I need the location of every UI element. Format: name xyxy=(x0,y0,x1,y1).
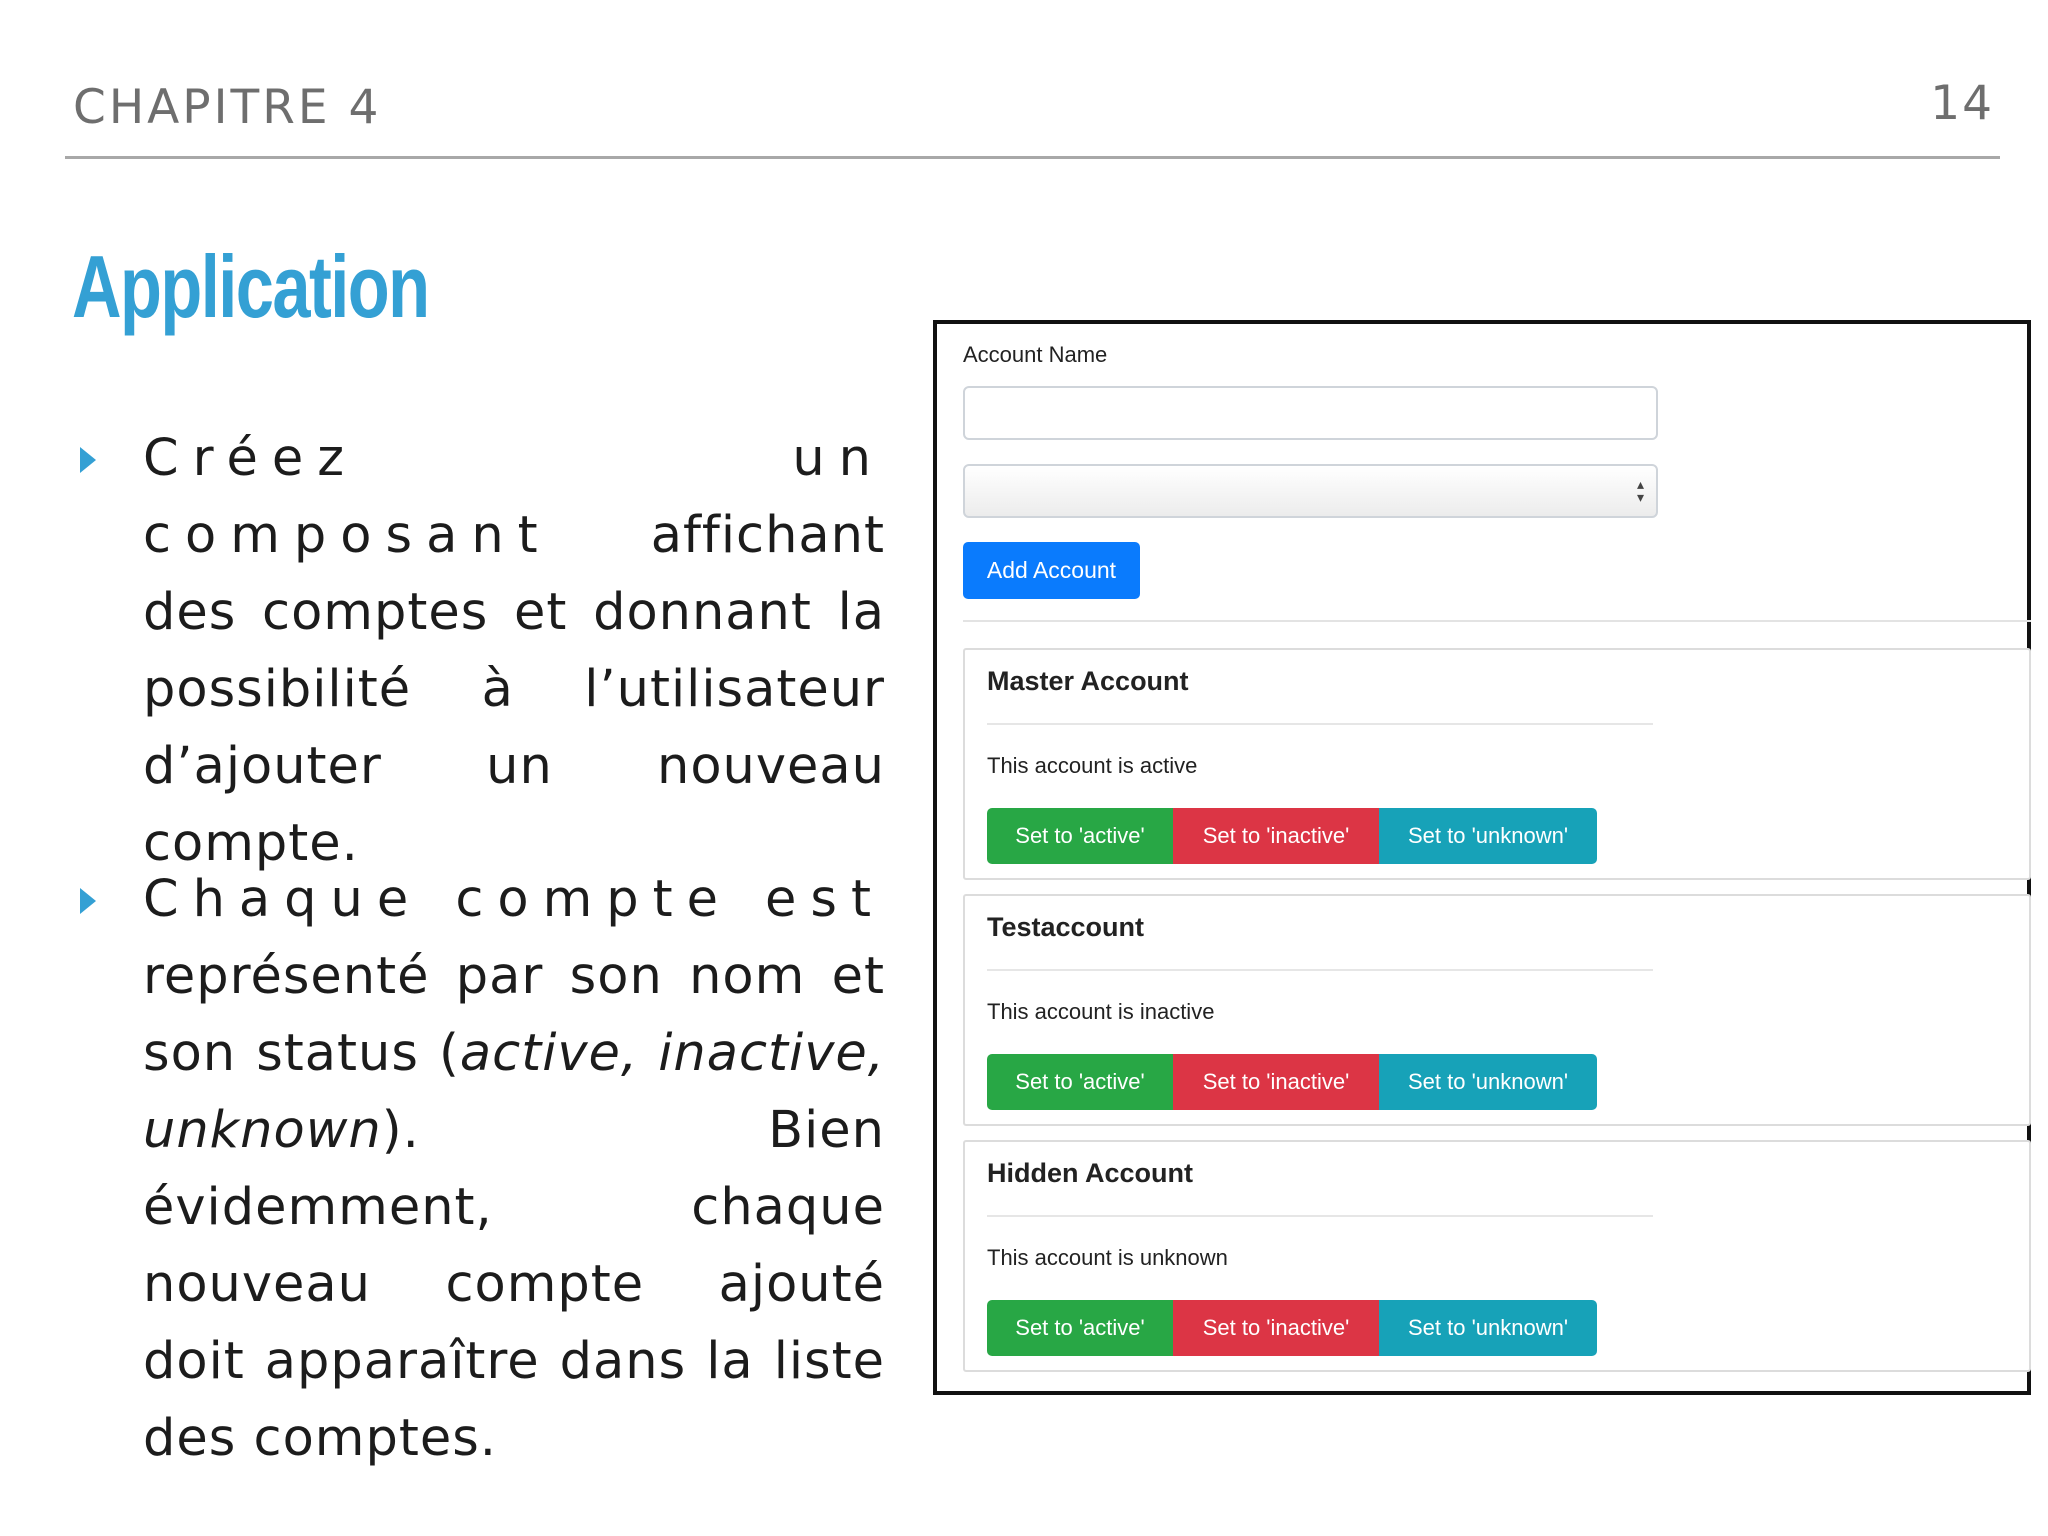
set-inactive-button[interactable]: Set to 'inactive' xyxy=(1173,1300,1379,1356)
bullet-1-rest: affichant des comptes et donnant la possibilité à l’utilisateur d’ajouter un nouveau compte. xyxy=(143,506,885,873)
set-unknown-button[interactable]: Set to 'unknown' xyxy=(1379,1054,1597,1110)
slide-title: Application xyxy=(72,237,429,336)
bullet-text-1 xyxy=(143,420,885,882)
chapter-label: CHAPITRE 4 xyxy=(73,80,382,135)
set-active-button[interactable]: Set to 'active' xyxy=(987,1300,1173,1356)
status-select[interactable] xyxy=(963,464,1658,518)
account-status: This account is unknown xyxy=(987,1245,1228,1270)
select-arrows-icon: ▴ ▾ xyxy=(1636,476,1644,505)
triangle-bullet-icon xyxy=(80,888,96,914)
set-inactive-button[interactable]: Set to 'inactive' xyxy=(1173,1054,1379,1110)
triangle-bullet-icon xyxy=(80,447,96,473)
bullet-1-lead: Créez un composant xyxy=(143,429,885,565)
account-name-input[interactable] xyxy=(963,386,1658,440)
add-account-button[interactable]: Add Account xyxy=(963,542,1140,599)
account-name: Hidden Account xyxy=(987,1158,1193,1188)
bullet-2-lead: Chaque compte est xyxy=(143,870,885,929)
account-name: Testaccount xyxy=(987,912,1145,942)
bullet-text-2 xyxy=(143,861,885,1477)
set-active-button[interactable]: Set to 'active' xyxy=(987,808,1173,864)
account-card-test xyxy=(963,894,2031,1126)
account-status: This account is inactive xyxy=(987,999,1215,1024)
set-unknown-button[interactable]: Set to 'unknown' xyxy=(1379,1300,1597,1356)
bullet-2-part2: ). Bien évidemment, chaque nouveau compte ajouté doit apparaître dans la liste des comptes. xyxy=(143,1101,885,1468)
card-divider xyxy=(987,723,1653,725)
set-unknown-button[interactable]: Set to 'unknown' xyxy=(1379,808,1597,864)
card-divider xyxy=(987,1215,1653,1217)
set-active-button[interactable]: Set to 'active' xyxy=(987,1054,1173,1110)
account-name: Master Account xyxy=(987,666,1189,696)
account-card-hidden xyxy=(963,1140,2031,1372)
bullet-2-italic: active, inactive, unknown xyxy=(143,1024,885,1160)
header-divider xyxy=(65,156,2000,159)
page-number: 14 xyxy=(1930,76,1994,131)
form-divider xyxy=(963,620,2031,622)
card-divider xyxy=(987,969,1653,971)
account-status: This account is active xyxy=(987,753,1198,778)
bullet-2-part1: représenté par son nom et son status ( xyxy=(143,947,885,1083)
set-inactive-button[interactable]: Set to 'inactive' xyxy=(1173,808,1379,864)
app-screenshot-panel xyxy=(933,320,2031,1395)
account-name-label: Account Name xyxy=(963,342,1108,367)
account-card-master xyxy=(963,648,2031,880)
